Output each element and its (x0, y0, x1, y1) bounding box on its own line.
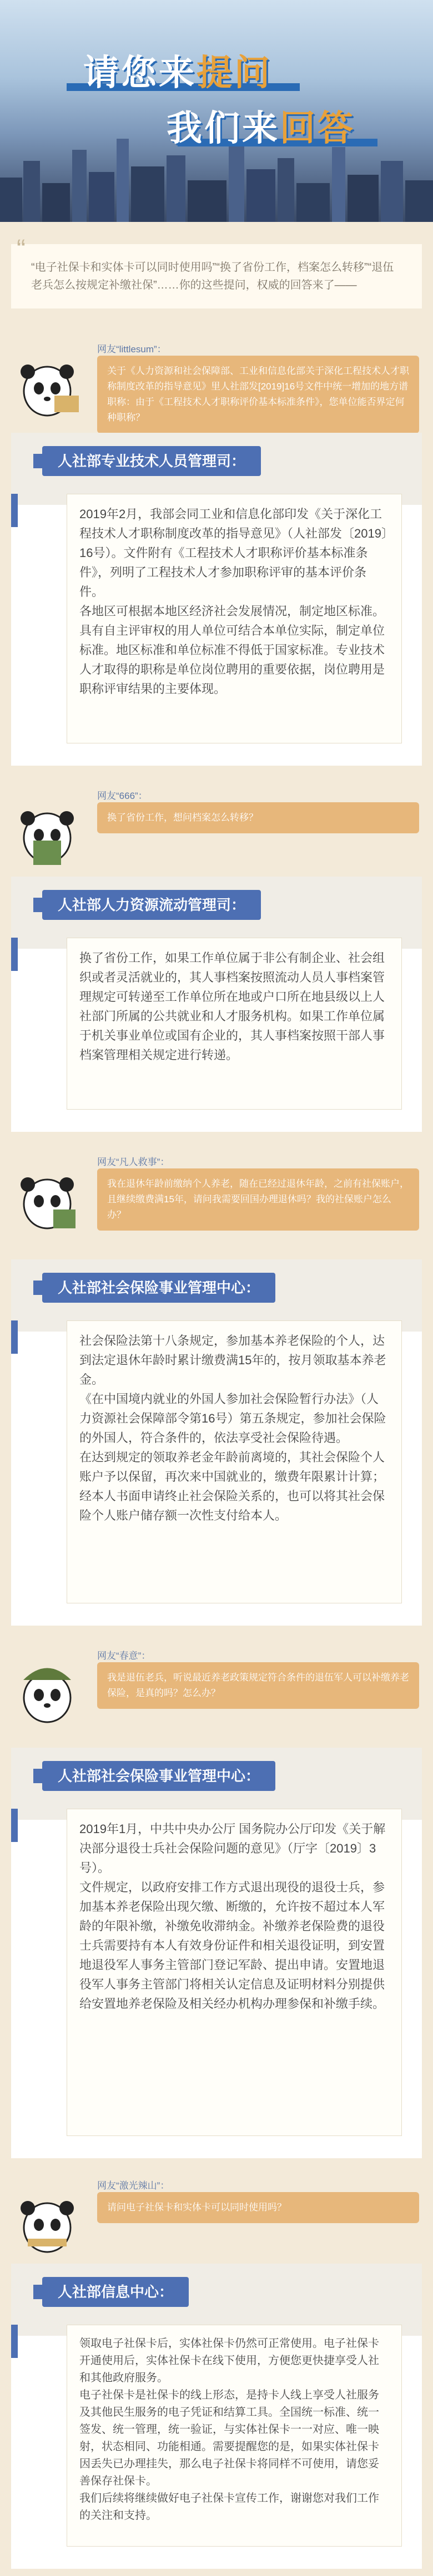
department-title: 人社部社会保险事业管理中心： (42, 1761, 275, 1791)
question-bubble: 请问电子社保卡和实体卡可以同时使用吗？ (97, 2192, 419, 2223)
answer-body: 领取电子社保卡后，实体社保卡仍然可正常使用。电子社保卡开通使用后，实体社保卡在线下使用，方便您更快捷享受人社和其他政府服务。 电子社保卡是社保卡的线上形态，是持卡人线上享受人社服务及其他民生服务的电子凭证和结算工具。全国统一标准、统一签发、统一管理，统一验证，与实体社保卡一一对应、唯一映射，状态相同、功能相通。需要提醒您的是，如果实体社保卡因丢失已办理挂失，那么电子社保卡将同样不可使用，请您妥善保存社保卡。 我们后续将继续做好电子社保卡宣传工作，谢谢您对我们工作的关注和支持。 (67, 2325, 402, 2547)
answer-card (11, 1259, 422, 1626)
asker-name: 网友“春意”： (97, 1651, 151, 1661)
intro-text: “ “电子社保卡和实体卡可以同时使用吗”“换了省份工作，档案怎么转移”“退伍老兵怎么按规定补缴社保”……你的这些提问，权威的回答来了—— (11, 244, 422, 308)
asker-name: 网友“凡人救事”： (97, 1157, 170, 1167)
panda-avatar-icon (11, 2178, 83, 2261)
question-bubble: 关于《人力资源和社会保障部、工业和信息化部关于深化工程技术人才职称制度改革的指导意见》里人社部发[2019]16号文件中统一增加的地方谱职称：由于《工程技术人才职称评价基本标准条件》，您单位能否界定何种职称？ (97, 356, 419, 433)
department-title: 人社部人力资源流动管理司： (42, 890, 261, 920)
hero-title-line2: 我们来回答 (167, 108, 355, 148)
answer-card (11, 1748, 422, 2158)
department-title: 人社部专业技术人员管理司： (42, 446, 261, 476)
answer-body: 2019年2月，我部会同工业和信息化部印发《关于深化工程技术人才职称制度改革的指导意见》（人社部发〔2019〕16号）。文件附有《工程技术人才职称评价基本标准条件》，列明了工程技术人才参加职称评审的基本评价条件。 各地区可根据本地区经济社会发展情况，制定地区标准。具有自主评审权的用人单位可结合本单位实际，制定单位标准。地区标准和单位标准不得低于国家标准。专业技术人才取得的职称是单位岗位聘用的重要依据，岗位聘用是职称评审结果的主要体现。 (67, 494, 402, 743)
question-bubble: 我在退休年龄前缴纳个人养老，随在已经过退休年龄，之前有社保账户，且继续缴费满15年，请问我需要回国办理退休吗？我的社保账户怎么办？ (97, 1168, 419, 1231)
asker-name: 网友“激光辣山”： (97, 2180, 170, 2191)
asker-name: 网友“666”： (97, 791, 148, 801)
answer-card (11, 2264, 422, 2569)
panda-avatar-icon (11, 788, 83, 871)
panda-avatar-icon (11, 341, 83, 424)
answer-body: 换了省份工作，如果工作单位属于非公有制企业、社会组织或者灵活就业的，其人事档案按照流动人员人事档案管理规定可转递至工作单位所在地或户口所在地县级以上人社部门所属的公共就业和人才服务机构。如果工作单位属于机关事业单位或国有企业的，其人事档案按照干部人事档案管理相关规定进行转递。 (67, 938, 402, 1110)
department-title: 人社部信息中心： (42, 2277, 189, 2307)
asker-name: 网友“littlesum”： (97, 344, 167, 355)
answer-body: 社会保险法第十八条规定，参加基本养老保险的个人，达到法定退休年龄时累计缴费满15年的，按月领取基本养老金。 《在中国境内就业的外国人参加社会保险暂行办法》（人力资源社会保障部令第16号）第五条规定，参加社会保险的外国人，符合条件的，依法享受社会保险待遇。 在达到规定的领取养老金年龄前离境的，其社会保险个人账户予以保留，再次来中国就业的，缴费年限累计计算；经本人书面申请终止社会保险关系的，也可以将其社会保险个人账户储存额一次性支付给本人。 (67, 1320, 402, 1603)
hero-banner (0, 0, 433, 222)
department-title: 人社部社会保险事业管理中心： (42, 1273, 275, 1303)
question-bubble: 我是退伍老兵，听说最近养老政策规定符合条件的退伍军人可以补缴养老保险，是真的吗？怎么办？ (97, 1662, 419, 1709)
hero-title-line1: 请您来提问 (83, 53, 272, 93)
question-bubble: 换了省份工作，想问档案怎么转移？ (97, 802, 419, 833)
answer-card (11, 433, 422, 766)
panda-avatar-icon (11, 1154, 83, 1237)
answer-body: 2019年1月，中共中央办公厅 国务院办公厅印发《关于解决部分退役士兵社会保险问题的意见》（厅字〔2019〕3号）。 文件规定，以政府安排工作方式退出现役的退役士兵，参加基本养老保险出现欠缴、断缴的，允许按不超过本人军龄的年限补缴，补缴免收滞纳金。补缴养老保险费的退役士兵需要持有本人有效身份证件和相关退役证明，到安置地退役军人事务主管部门登记军龄、提出申请。安置地退役军人事务主管部门将相关认定信息及证明材料分别提供给安置地养老保险及相关经办机构办理参保和补缴手续。 (67, 1809, 402, 2136)
panda-avatar-icon (11, 1648, 83, 1731)
answer-card (11, 877, 422, 1132)
